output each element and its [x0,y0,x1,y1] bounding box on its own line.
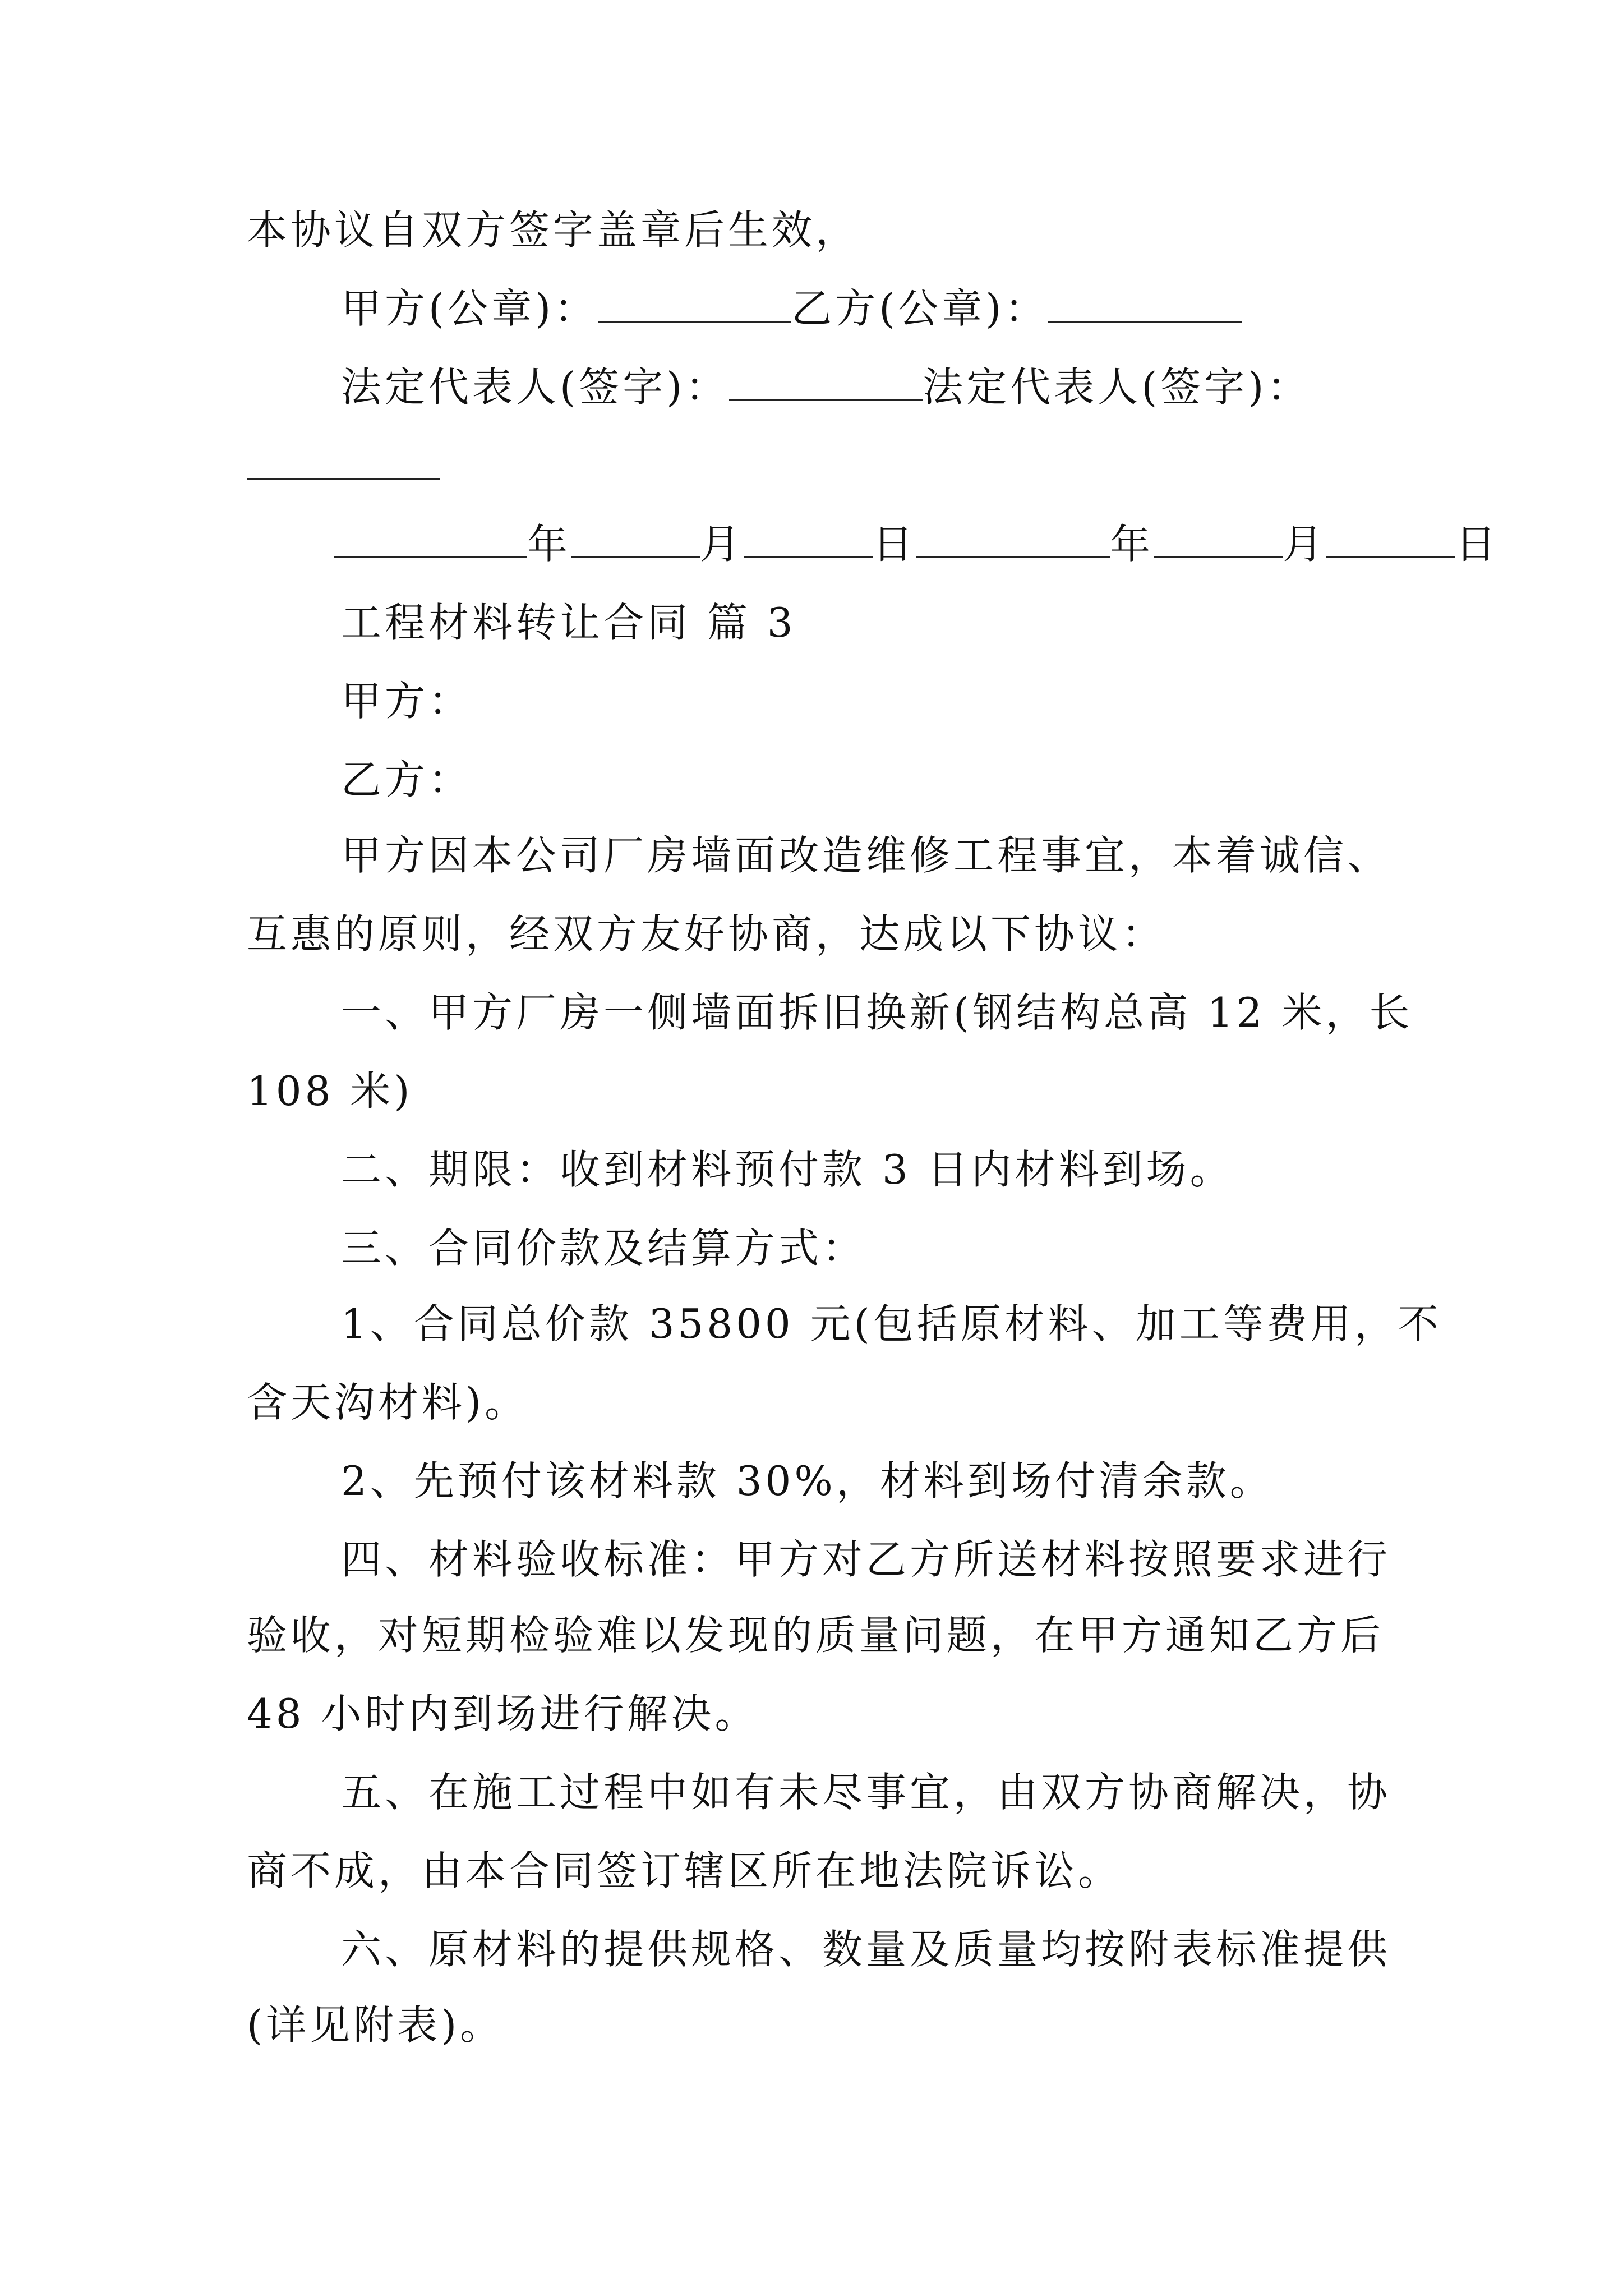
clause-1-text-2: 108 米) [247,1068,413,1115]
party-b-seal-label: 乙方(公章)： [791,285,1049,332]
clause-4-text-3: 48 小时内到场进行解决。 [247,1690,759,1737]
signature-line [341,362,1311,412]
clause-6-line-1 [341,1924,1391,1975]
party-a-line [341,676,472,726]
intro-paragraph-line-1 [341,830,1391,881]
party-a-month-blank [571,523,700,558]
clause-1-text-1: 一、甲方厂房一侧墙面拆旧换新(钢结构总高 12 米，长 [341,989,1413,1036]
month-label-b: 月 [1283,521,1327,568]
clause-4-text-2: 验收，对短期检验难以发现的质量问题，在甲方通知乙方后 [247,1612,1385,1659]
seal-line [341,283,1242,334]
clause-4-text-1: 四、材料验收标准：甲方对乙方所送材料按照要求进行 [341,1536,1391,1583]
clause-6-text-2: (详见附表)。 [247,2001,504,2049]
clause-3-text: 三、合同价款及结算方式： [341,1225,866,1272]
party-a-rep-label: 法定代表人(签字)： [341,364,730,411]
clause-5-text-1: 五、在施工过程中如有未尽事宜，由双方协商解决，协 [341,1769,1391,1816]
clause-1-line-1 [341,987,1413,1038]
clause-4-line-2 [247,1610,1384,1660]
effect-clause [247,205,859,255]
clause-2-text: 二、期限：收到材料预付款 3 日内材料到场。 [341,1146,1234,1193]
section-heading [341,597,796,648]
party-b-seal-blank [1048,287,1242,323]
clause-5-text-2: 商不成，由本合同签订辖区所在地法院诉讼。 [247,1847,1122,1894]
party-b-line [341,754,472,805]
party-b-label: 乙方： [341,756,473,803]
effect-clause-text: 本协议自双方签字盖章后生效， [247,206,860,254]
date-line [334,519,1499,569]
clause-3-1-text-1: 1、合同总价款 35800 元(包括原材料、加工等费用，不 [341,1300,1442,1347]
party-b-rep-blank [247,444,440,480]
day-label-a: 日 [873,521,917,568]
day-label-b: 日 [1455,521,1500,568]
party-a-label: 甲方： [341,678,473,725]
party-a-seal-label: 甲方(公章)： [341,285,598,332]
signature-continuation [247,440,440,491]
year-label-a: 年 [527,521,571,568]
party-b-year-blank [916,523,1110,558]
clause-4-line-1 [341,1534,1391,1585]
clause-5-line-2 [247,1846,1122,1896]
party-a-day-blank [744,523,873,558]
clause-6-line-2 [247,2000,504,2050]
month-label-a: 月 [700,521,744,568]
clause-4-line-3 [247,1688,759,1739]
clause-3-1-text-2: 含天沟材料)。 [247,1379,529,1426]
year-label-b: 年 [1110,521,1154,568]
clause-3-1-line-2 [247,1377,528,1428]
party-b-day-blank [1326,523,1455,558]
section-heading-text: 工程材料转让合同 篇 3 [341,599,796,646]
clause-6-text-1: 六、原材料的提供规格、数量及质量均按附表标准提供 [341,1926,1391,1973]
party-a-year-blank [334,523,527,558]
clause-1-line-2 [247,1066,413,1116]
clause-3-2-text: 2、先预付该材料款 30%，材料到场付清余款。 [341,1457,1274,1504]
clause-3-line [341,1223,866,1273]
clause-5-line-1 [341,1767,1391,1818]
party-b-month-blank [1154,523,1283,558]
clause-2-line [341,1144,1234,1195]
clause-3-1-line-1 [341,1299,1442,1349]
party-b-rep-label: 法定代表人(签字)： [923,364,1311,411]
intro-paragraph-line-2 [247,909,1165,959]
intro-text-2: 互惠的原则，经双方友好协商，达成以下协议： [247,910,1166,958]
intro-text-1: 甲方因本公司厂房墙面改造维修工程事宜，本着诚信、 [341,832,1391,879]
party-a-rep-blank [729,366,923,401]
clause-3-2-line [341,1456,1274,1506]
party-a-seal-blank [598,287,791,323]
